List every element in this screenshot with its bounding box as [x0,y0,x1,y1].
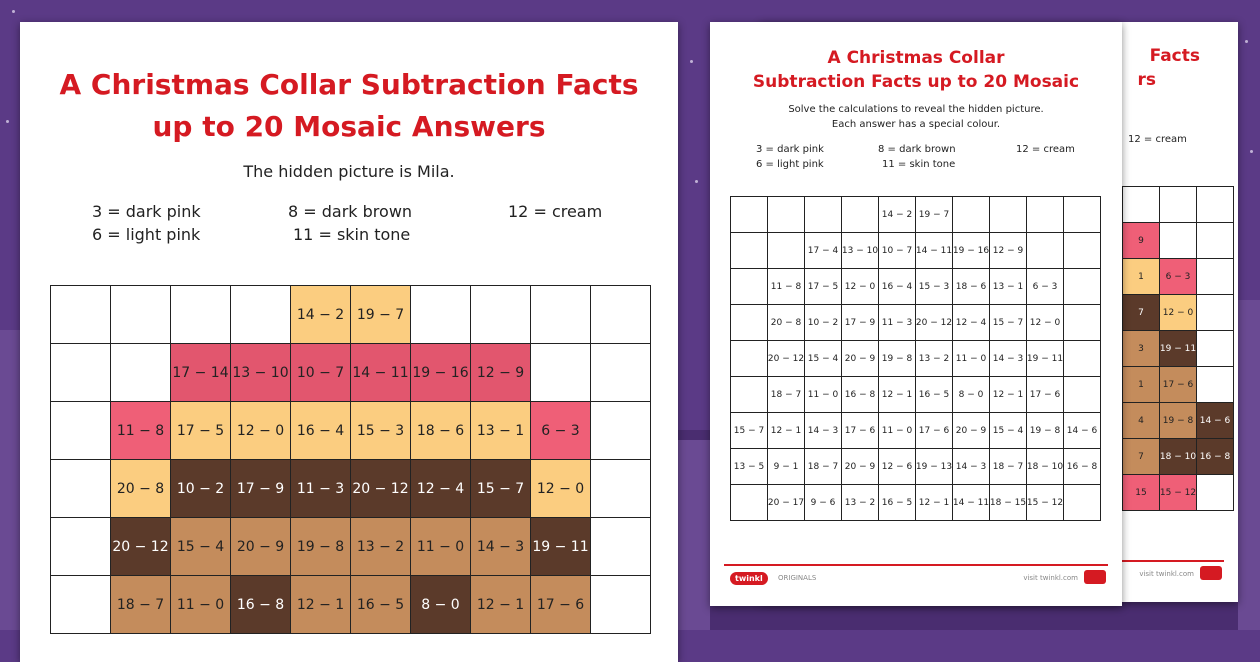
mosaic-cell: 12 − 0 [1160,295,1197,331]
mosaic-cell: 12 − 0 [231,402,291,460]
mosaic-cell [953,197,990,233]
mosaic-cell: 16 − 8 [1064,449,1101,485]
mosaic-cell [731,377,768,413]
mosaic-cell [1160,223,1197,259]
mosaic-cell: 9 − 6 [805,485,842,521]
mosaic-cell [51,460,111,518]
mosaic-cell [231,286,291,344]
mosaic-cell [111,344,171,402]
mosaic-cell: 12 − 0 [1027,305,1064,341]
mosaic-cell: 11 − 8 [111,402,171,460]
mosaic-cell: 18 − 6 [411,402,471,460]
worksheet-key-8: 8 = dark brown [878,144,956,155]
mosaic-cell: 11 − 8 [768,269,805,305]
mosaic-cell: 13 − 2 [842,485,879,521]
mosaic-cell [1123,187,1160,223]
worksheet-instructions-2: Each answer has a special colour. [831,119,1001,130]
mosaic-cell: 20 − 12 [111,518,171,576]
mosaic-cell [1197,331,1234,367]
mosaic-cell: 12 − 1 [916,485,953,521]
mosaic-cell: 19 − 16 [953,233,990,269]
mosaic-cell [591,344,651,402]
mosaic-cell [990,197,1027,233]
mosaic-cell [531,344,591,402]
worksheet-title-line2: Subtraction Facts up to 20 Mosaic [752,72,1080,92]
mosaic-cell: 20 − 12 [351,460,411,518]
back-title-fragment-2: rs [1137,70,1156,90]
answers-mosaic-grid [50,285,651,634]
answers-title-line2: up to 20 Mosaic [152,110,412,143]
twinkl-badge-icon [1200,566,1222,580]
mosaic-cell: 17 − 9 [842,305,879,341]
mosaic-cell [1197,295,1234,331]
snowflake [1245,40,1248,43]
mosaic-cell: 16 − 8 [842,377,879,413]
mosaic-cell [591,518,651,576]
mosaic-cell: 11 − 0 [805,377,842,413]
mosaic-cell: 1 [1123,367,1160,403]
footer-visit: visit twinkl.com [1023,574,1078,582]
mosaic-cell [1064,485,1101,521]
mosaic-cell: 18 − 10 [1027,449,1064,485]
mosaic-cell: 20 − 8 [111,460,171,518]
mosaic-cell [1064,269,1101,305]
hidden-picture-text: The hidden picture is Mila. [243,162,455,181]
mosaic-cell: 11 − 0 [171,576,231,634]
mosaic-cell: 18 − 7 [990,449,1027,485]
mosaic-cell: 15 − 4 [990,413,1027,449]
mosaic-cell [1064,377,1101,413]
mosaic-cell: 12 − 9 [471,344,531,402]
mosaic-cell: 19 − 11 [531,518,591,576]
mosaic-cell: 16 − 5 [916,377,953,413]
mosaic-cell [51,518,111,576]
mosaic-cell: 16 − 8 [231,576,291,634]
background-house [678,440,710,630]
mosaic-cell: 17 − 6 [916,413,953,449]
mosaic-cell: 17 − 6 [1027,377,1064,413]
back-footer-visit: visit twinkl.com [1139,570,1194,578]
mosaic-cell [731,305,768,341]
mosaic-cell [171,286,231,344]
snowflake [695,180,698,183]
mosaic-cell: 12 − 1 [768,413,805,449]
mosaic-cell: 11 − 0 [411,518,471,576]
mosaic-cell: 13 − 1 [990,269,1027,305]
mosaic-cell: 15 − 12 [1027,485,1064,521]
mosaic-cell: 14 − 3 [953,449,990,485]
mosaic-cell: 17 − 5 [171,402,231,460]
mosaic-cell: 13 − 10 [231,344,291,402]
mosaic-cell: 17 − 4 [805,233,842,269]
mosaic-cell: 18 − 15 [990,485,1027,521]
worksheet-title-line1: A Christmas Collar [827,48,1005,68]
mosaic-cell: 12 − 1 [291,576,351,634]
mosaic-cell: 19 − 8 [291,518,351,576]
mosaic-cell [591,460,651,518]
mosaic-cell: 16 − 4 [291,402,351,460]
key-12-cream: 12 = cream [508,202,603,221]
mosaic-cell: 14 − 6 [1064,413,1101,449]
mosaic-cell: 13 − 2 [916,341,953,377]
mosaic-cell [805,197,842,233]
mosaic-cell: 7 [1123,295,1160,331]
worksheet-footer [724,564,1108,592]
worksheet-mosaic-grid [730,196,1101,521]
mosaic-cell: 20 − 17 [768,485,805,521]
mosaic-cell: 17 − 6 [531,576,591,634]
mosaic-cell: 12 − 4 [953,305,990,341]
mosaic-cell [1027,197,1064,233]
mosaic-cell: 15 − 7 [731,413,768,449]
mosaic-cell [411,286,471,344]
worksheet-instructions-1: Solve the calculations to reveal the hidden picture. [788,104,1044,115]
mosaic-cell [1064,197,1101,233]
mosaic-cell [842,197,879,233]
mosaic-cell: 6 − 3 [531,402,591,460]
answers-title-bold: Answers [411,110,546,143]
mosaic-cell [731,341,768,377]
mosaic-cell: 12 − 1 [879,377,916,413]
mosaic-cell: 12 − 1 [990,377,1027,413]
background-house [0,330,20,630]
worksheet-key-3: 3 = dark pink [756,144,824,155]
mosaic-cell: 12 − 1 [471,576,531,634]
mosaic-cell: 14 − 3 [990,341,1027,377]
mosaic-cell: 14 − 2 [291,286,351,344]
mosaic-cell: 15 − 4 [805,341,842,377]
mosaic-cell: 6 − 3 [1160,259,1197,295]
mosaic-cell: 9 − 1 [768,449,805,485]
mosaic-cell: 17 − 5 [805,269,842,305]
mosaic-cell: 12 − 0 [842,269,879,305]
mosaic-cell: 13 − 10 [842,233,879,269]
key-11-skin-tone: 11 = skin tone [293,225,411,244]
mosaic-cell: 8 − 0 [953,377,990,413]
mosaic-cell: 15 − 3 [351,402,411,460]
mosaic-cell: 18 − 6 [953,269,990,305]
mosaic-cell: 14 − 11 [953,485,990,521]
mosaic-cell: 14 − 6 [1197,403,1234,439]
mosaic-cell: 20 − 9 [231,518,291,576]
mosaic-cell: 1 [1123,259,1160,295]
mosaic-cell: 12 − 4 [411,460,471,518]
worksheet-key-12: 12 = cream [1016,144,1075,155]
mosaic-cell: 19 − 11 [1160,331,1197,367]
mosaic-cell: 19 − 13 [916,449,953,485]
mosaic-cell: 19 − 7 [916,197,953,233]
mosaic-cell [1197,187,1234,223]
mosaic-cell: 11 − 0 [879,413,916,449]
mosaic-cell [591,286,651,344]
key-8-dark-brown: 8 = dark brown [288,202,413,221]
mosaic-cell [51,286,111,344]
mosaic-cell: 16 − 5 [879,485,916,521]
background-house [1238,300,1260,630]
mosaic-cell: 4 [1123,403,1160,439]
mosaic-cell: 18 − 7 [805,449,842,485]
worksheet-key-6: 6 = light pink [756,159,824,170]
mosaic-cell: 15 − 12 [1160,475,1197,511]
answers-sheet [20,22,678,662]
mosaic-cell [1197,475,1234,511]
mosaic-cell: 13 − 1 [471,402,531,460]
worksheet-key-11: 11 = skin tone [882,159,956,170]
mosaic-cell [731,197,768,233]
mosaic-cell: 14 − 11 [916,233,953,269]
mosaic-cell [531,286,591,344]
mosaic-cell: 14 − 11 [351,344,411,402]
mosaic-cell: 16 − 4 [879,269,916,305]
mosaic-cell: 6 − 3 [1027,269,1064,305]
twinkl-logo: twinkl [730,572,768,585]
mosaic-cell: 3 [1123,331,1160,367]
mosaic-cell: 14 − 2 [879,197,916,233]
originals-label: ORIGINALS [778,574,817,582]
mosaic-cell [1160,187,1197,223]
mosaic-cell: 10 − 2 [171,460,231,518]
mosaic-cell: 11 − 3 [879,305,916,341]
mosaic-cell: 19 − 7 [351,286,411,344]
mosaic-cell: 15 − 4 [171,518,231,576]
mosaic-cell [51,576,111,634]
mosaic-cell [591,576,651,634]
mosaic-cell [731,485,768,521]
back-title-fragment: Facts [1149,46,1200,66]
mosaic-cell [111,286,171,344]
back-key-cream: 12 = cream [1128,134,1187,145]
snowflake [690,60,693,63]
mosaic-cell [1064,341,1101,377]
mosaic-cell: 15 − 3 [916,269,953,305]
mosaic-cell: 15 − 7 [990,305,1027,341]
mosaic-cell: 7 [1123,439,1160,475]
mosaic-cell [471,286,531,344]
mosaic-cell [591,402,651,460]
mosaic-cell: 17 − 6 [1160,367,1197,403]
key-3-dark-pink: 3 = dark pink [92,202,201,221]
mosaic-cell: 17 − 9 [231,460,291,518]
mosaic-cell: 20 − 8 [768,305,805,341]
mosaic-cell: 20 − 9 [842,449,879,485]
mosaic-cell: 9 [1123,223,1160,259]
mosaic-cell: 13 − 5 [731,449,768,485]
mosaic-cell [1064,233,1101,269]
mosaic-cell: 8 − 0 [411,576,471,634]
mosaic-cell [51,402,111,460]
mosaic-cell: 16 − 5 [351,576,411,634]
mosaic-cell: 19 − 8 [1160,403,1197,439]
mosaic-cell: 10 − 7 [291,344,351,402]
answers-title [20,64,678,148]
mosaic-cell: 20 − 9 [842,341,879,377]
mosaic-cell [731,269,768,305]
mosaic-cell [1197,223,1234,259]
mosaic-cell: 15 − 7 [471,460,531,518]
key-6-light-pink: 6 = light pink [92,225,201,244]
mosaic-cell: 20 − 12 [916,305,953,341]
mosaic-cell: 18 − 7 [768,377,805,413]
mosaic-cell: 19 − 8 [1027,413,1064,449]
mosaic-cell [731,233,768,269]
worksheet [710,22,1122,606]
mosaic-cell: 12 − 6 [879,449,916,485]
mosaic-cell: 19 − 11 [1027,341,1064,377]
mosaic-cell: 19 − 8 [879,341,916,377]
answers-title-line1: A Christmas Collar Subtraction Facts [59,68,639,101]
mosaic-cell: 14 − 3 [805,413,842,449]
mosaic-cell [1064,305,1101,341]
mosaic-cell: 11 − 0 [953,341,990,377]
mosaic-cell: 17 − 14 [171,344,231,402]
mosaic-cell: 18 − 7 [111,576,171,634]
mosaic-cell [1027,233,1064,269]
mosaic-cell: 14 − 3 [471,518,531,576]
mosaic-cell [768,233,805,269]
mosaic-cell [1197,367,1234,403]
mosaic-cell: 19 − 16 [411,344,471,402]
mosaic-cell: 10 − 7 [879,233,916,269]
mosaic-cell: 20 − 9 [953,413,990,449]
back-mosaic-grid [1122,186,1234,511]
mosaic-cell: 11 − 3 [291,460,351,518]
mosaic-cell: 12 − 0 [531,460,591,518]
mosaic-cell [1197,259,1234,295]
mosaic-cell [768,197,805,233]
mosaic-cell: 17 − 6 [842,413,879,449]
snowflake [1250,150,1253,153]
twinkl-badge-icon [1084,570,1106,584]
mosaic-cell: 18 − 10 [1160,439,1197,475]
mosaic-cell [51,344,111,402]
mosaic-cell: 12 − 9 [990,233,1027,269]
mosaic-cell: 13 − 2 [351,518,411,576]
mosaic-cell: 16 − 8 [1197,439,1234,475]
mosaic-cell: 10 − 2 [805,305,842,341]
snowflake [6,120,9,123]
mosaic-cell: 20 − 12 [768,341,805,377]
snowflake [12,10,15,13]
mosaic-cell: 15 [1123,475,1160,511]
